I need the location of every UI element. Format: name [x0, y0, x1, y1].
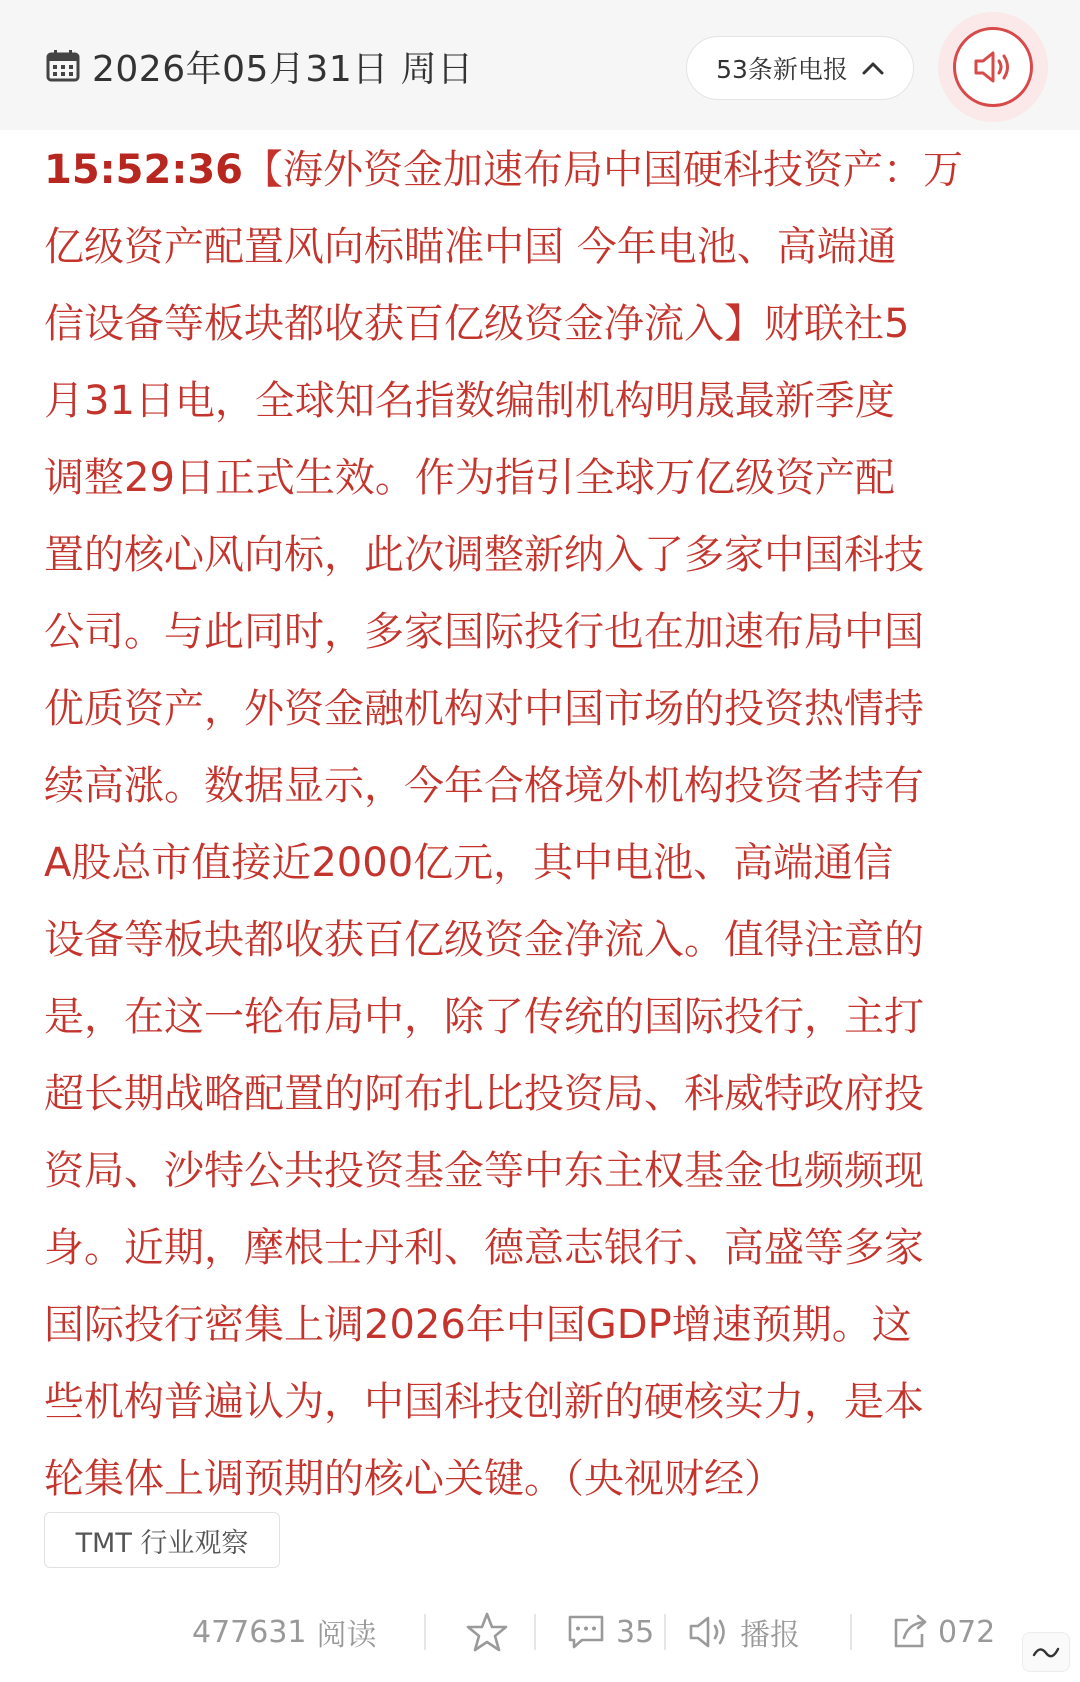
date-text: 2026年05月31日 周日	[92, 48, 474, 90]
article-line: 些机构普遍认为，中国科技创新的硬核实力，是本	[44, 1379, 924, 1425]
broadcast-button[interactable]	[688, 1608, 800, 1656]
share-icon	[890, 1612, 930, 1652]
watermark-badge	[1022, 1632, 1070, 1672]
chevron-up-icon	[862, 61, 884, 75]
share-count: 072	[938, 1614, 996, 1650]
article-line: 国际投行密集上调2026年中国GDP增速预期。这	[44, 1302, 912, 1348]
read-count-value: 477631	[192, 1614, 307, 1650]
calendar-icon	[46, 50, 80, 82]
divider	[534, 1614, 536, 1650]
topic-tag-label: TMT 行业观察	[75, 1527, 249, 1559]
article-line: 轮集体上调预期的核心关键。（央视财经）	[44, 1456, 784, 1502]
article-line: 置的核心风向标，此次调整新纳入了多家中国科技	[44, 532, 924, 578]
article-line: 续高涨。数据显示，今年合格境外机构投资者持有	[44, 763, 924, 809]
comment-button[interactable]	[566, 1608, 654, 1656]
article-line: 是，在这一轮布局中，除了传统的国际投行，主打	[44, 994, 924, 1040]
topic-tag[interactable]	[44, 1512, 280, 1568]
telegram-article	[44, 132, 1040, 1518]
article-line: 信设备等板块都收获百亿级资金净流入】财联社5	[44, 301, 910, 347]
audio-play-button[interactable]	[938, 12, 1048, 122]
article-line: 月31日电，全球知名指数编制机构明晟最新季度	[44, 378, 895, 424]
comment-icon	[566, 1612, 606, 1652]
divider	[424, 1614, 426, 1650]
article-line: 亿级资产配置风向标瞄准中国 今年电池、高端通	[44, 224, 897, 270]
audio-button-inner	[953, 27, 1033, 107]
article-line: 设备等板块都收获百亿级资金净流入。值得注意的	[44, 917, 924, 963]
read-count-label: 阅读	[316, 1618, 377, 1653]
article-line	[44, 132, 1040, 209]
share-button[interactable]	[890, 1608, 995, 1656]
top-bar	[0, 0, 1080, 130]
comment-count: 35	[616, 1614, 655, 1650]
broadcast-label: 播报	[740, 1618, 800, 1653]
action-bar	[0, 1586, 1080, 1682]
article-line: 公司。与此同时，多家国际投行也在加速布局中国	[44, 609, 924, 655]
divider	[850, 1614, 852, 1650]
like-button[interactable]	[466, 1608, 508, 1656]
speaker-icon	[973, 49, 1013, 85]
article-headline-start: 【海外资金加速布局中国硬科技资产：万	[242, 147, 963, 193]
article-timestamp: 15:52:36	[44, 147, 243, 193]
like-icon	[466, 1611, 508, 1653]
new-telegrams-label: 53条新电报	[716, 55, 848, 84]
divider	[664, 1614, 666, 1650]
date-display	[46, 40, 474, 92]
new-telegrams-button[interactable]	[686, 36, 914, 100]
article-line: A股总市值接近2000亿元，其中电池、高端通信	[44, 840, 894, 886]
article-line: 优质资产，外资金融机构对中国市场的投资热情持	[44, 686, 924, 732]
article-line: 资局、沙特公共投资基金等中东主权基金也频频现	[44, 1148, 924, 1194]
broadcast-icon	[688, 1612, 730, 1652]
read-count	[192, 1608, 377, 1656]
watermark-icon	[1031, 1641, 1061, 1663]
article-line: 调整29日正式生效。作为指引全球万亿级资产配	[44, 455, 895, 501]
article-line: 身。近期，摩根士丹利、德意志银行、高盛等多家	[44, 1225, 924, 1271]
article-line: 超长期战略配置的阿布扎比投资局、科威特政府投	[44, 1071, 924, 1117]
